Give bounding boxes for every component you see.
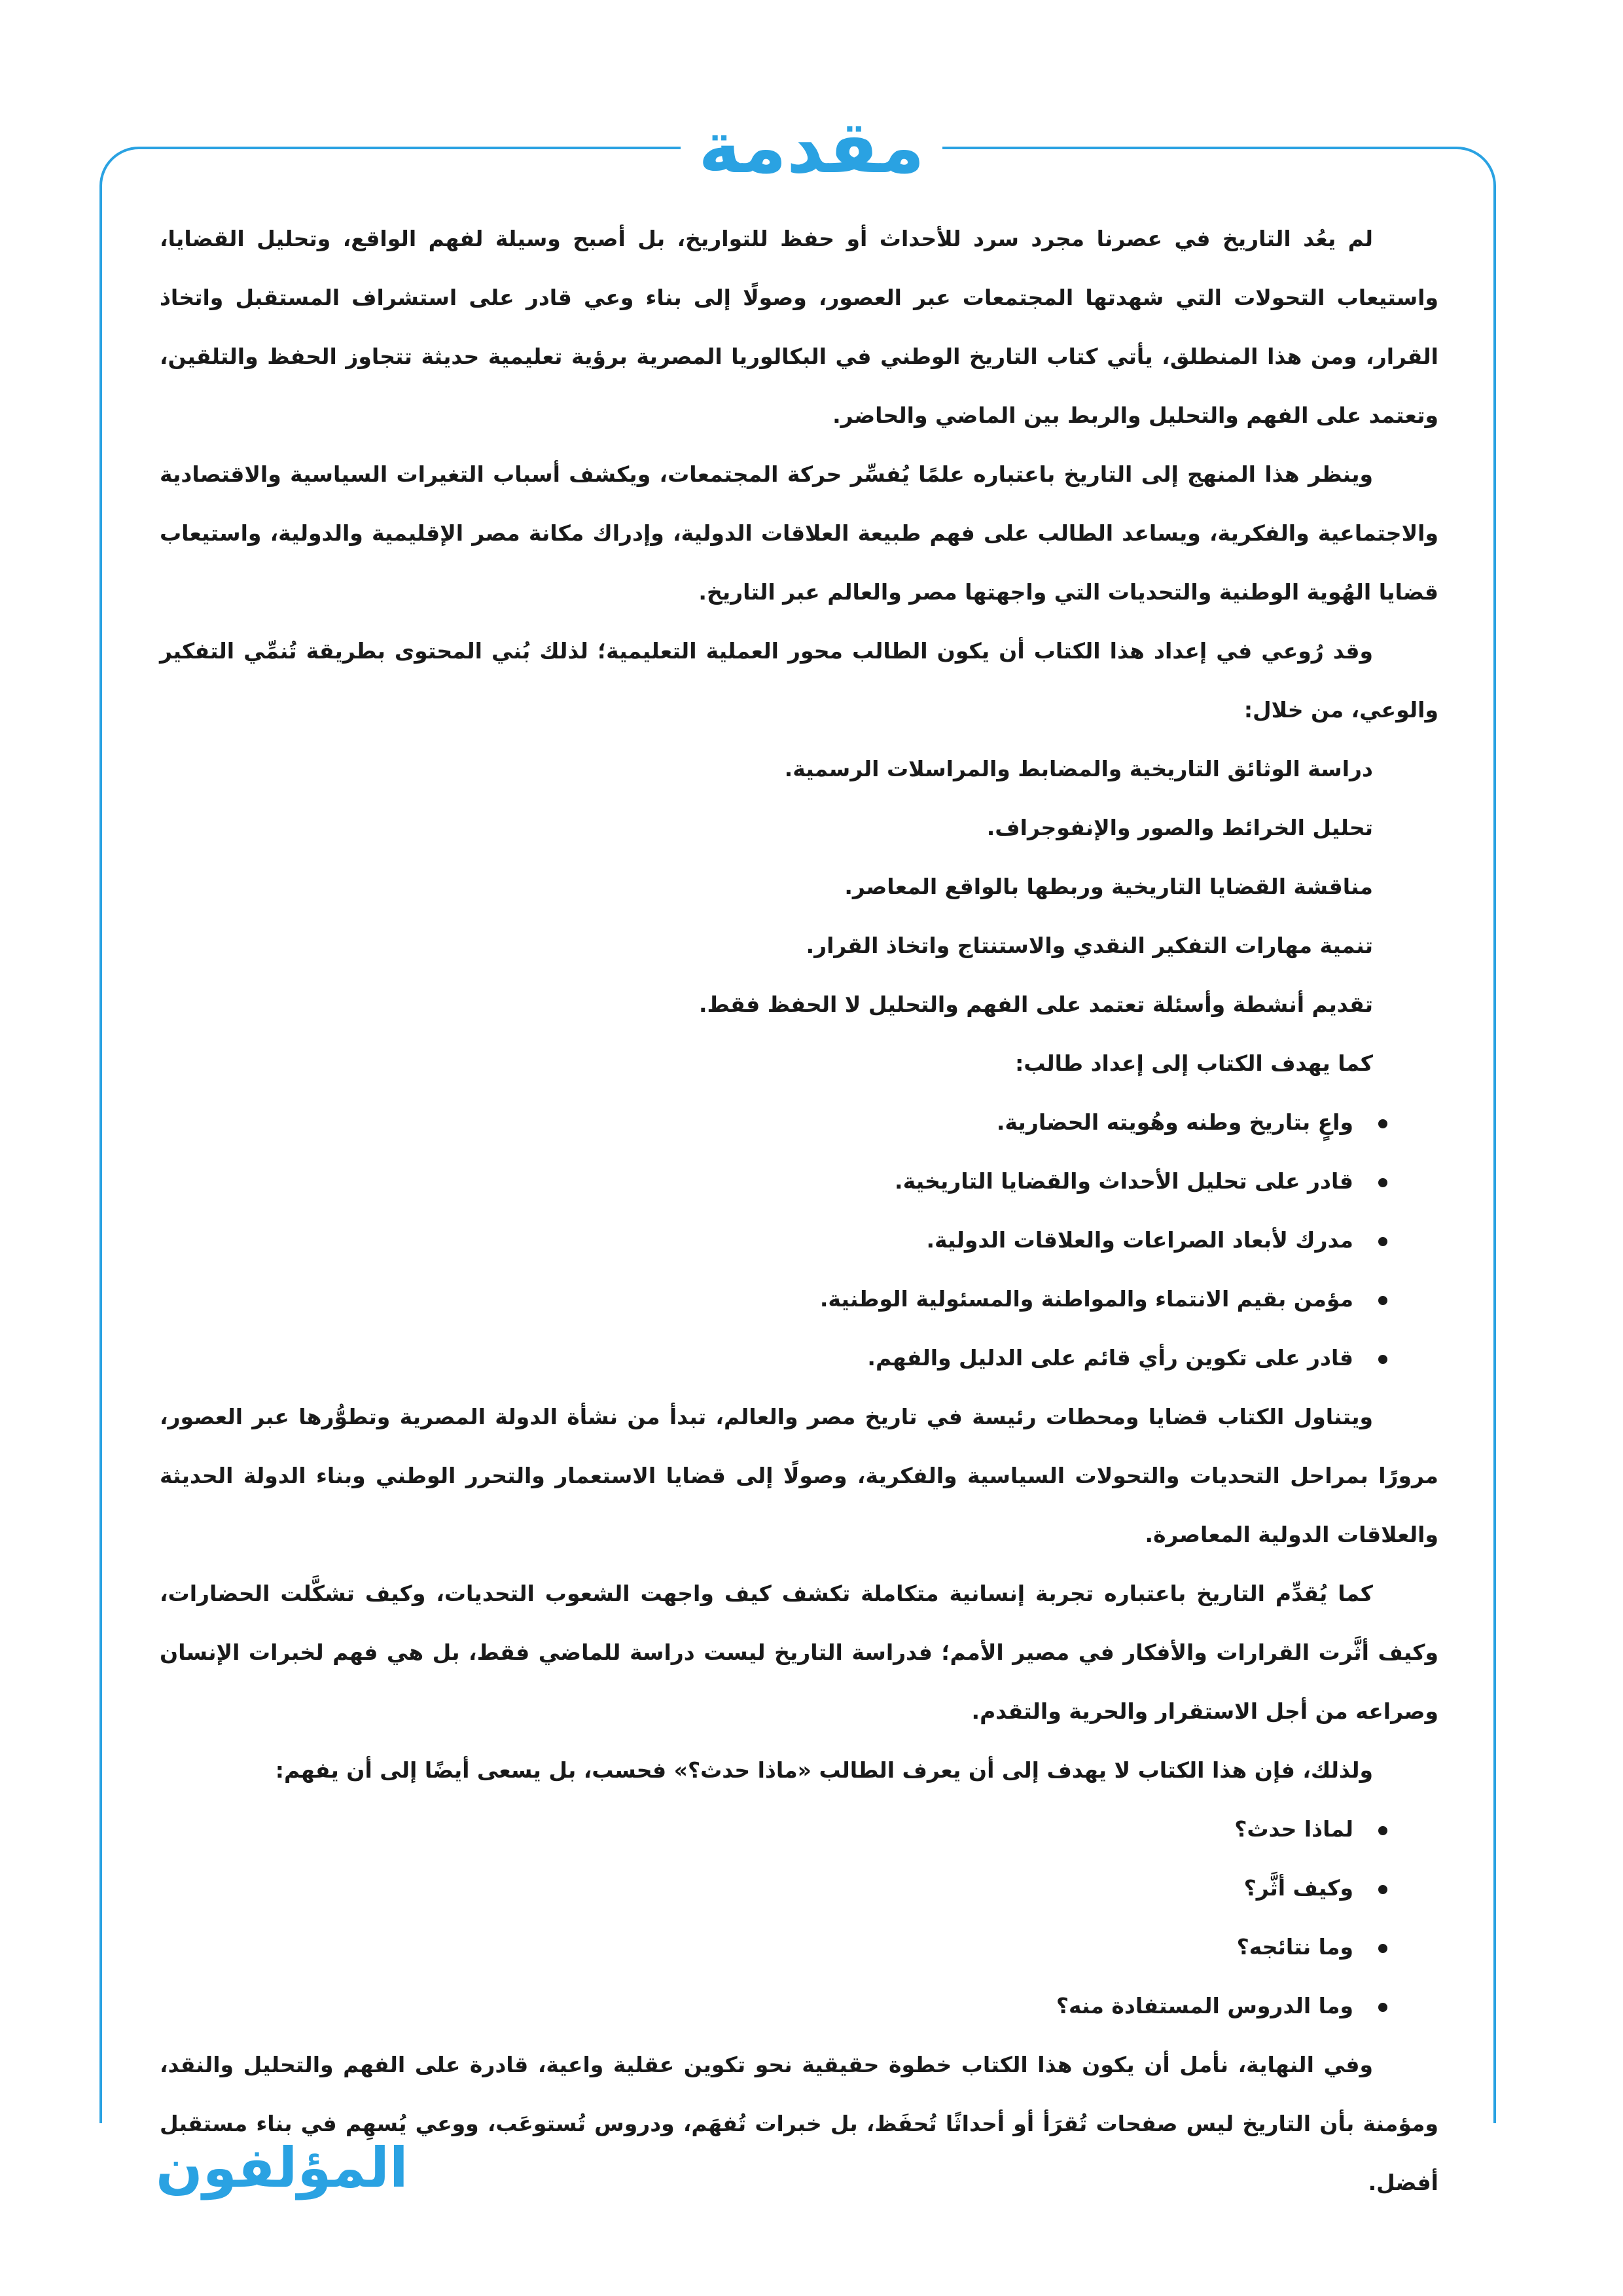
bullet-icon <box>1378 1296 1387 1305</box>
question-text: وكيف أثَّر؟ <box>1243 1875 1353 1901</box>
introduction-body <box>160 209 1438 2212</box>
method-item: تقديم أنشطة وأسئلة تعتمد على الفهم والتحليل لا الحفظ فقط. <box>699 992 1373 1017</box>
question-item <box>160 1859 1438 1918</box>
question-item <box>160 1977 1438 2036</box>
title-container <box>681 92 942 203</box>
intro-paragraph-2: وينظر هذا المنهج إلى التاريخ باعتباره علمًا يُفسِّر حركة المجتمعات، ويكشف أسباب التغيرات السياسية والاقتصادية والاجتماعية والفكرية، ويساعد الطالب على فهم طبيعة العلاقات الدولية، وإدراك مكانة مصر الإقليمية والدولية، واستيعاب قضايا الهُوية الوطنية والتحديات التي واجهتها مصر والعالم عبر التاريخ. <box>160 461 1438 605</box>
goal-text: قادر على تحليل الأحداث والقضايا التاريخية. <box>895 1168 1353 1194</box>
goal-text: مدرك لأبعاد الصراعات والعلاقات الدولية. <box>926 1227 1353 1253</box>
goal-text: واعٍ بتاريخ وطنه وهُويته الحضارية. <box>996 1109 1353 1135</box>
bullet-icon <box>1378 1885 1387 1894</box>
goal-item <box>160 1093 1438 1152</box>
method-item: تحليل الخرائط والصور والإنفوجراف. <box>986 815 1373 840</box>
goal-item <box>160 1270 1438 1329</box>
bullet-icon <box>1378 1119 1387 1128</box>
bullet-icon <box>1378 1237 1387 1246</box>
goal-item <box>160 1329 1438 1388</box>
goal-item <box>160 1211 1438 1270</box>
question-text: لماذا حدث؟ <box>1234 1816 1353 1842</box>
goal-text: قادر على تكوين رأي قائم على الدليل والفهم. <box>867 1345 1353 1371</box>
authors-signature: المؤلفون <box>156 2136 408 2200</box>
method-item: تنمية مهارات التفكير النقدي والاستنتاج واتخاذ القرار. <box>806 933 1373 958</box>
question-text: وما نتائجه؟ <box>1236 1934 1353 1960</box>
bullet-icon <box>1378 1178 1387 1187</box>
middle-paragraph-1: ويتناول الكتاب قضايا ومحطات رئيسة في تاريخ مصر والعالم، تبدأ من نشأة الدولة المصرية وتطوُّرها عبر العصور، مرورًا بمراحل التحديات والتحولات السياسية والفكرية، وصولًا إلى قضايا الاستعمار والتحرر الوطني وبناء الدولة الحديثة والعلاقات الدولية المعاصرة. <box>160 1404 1438 1547</box>
questions-intro: ولذلك، فإن هذا الكتاب لا يهدف إلى أن يعرف الطالب «ماذا حدث؟» فحسب، بل يسعى أيضًا إلى أن يفهم: <box>275 1757 1373 1783</box>
question-item <box>160 1800 1438 1859</box>
goals-intro: كما يهدف الكتاب إلى إعداد طالب: <box>1015 1050 1373 1076</box>
intro-paragraph-1: لم يعُد التاريخ في عصرنا مجرد سرد للأحداث أو حفظ للتواريخ، بل أصبح وسيلة لفهم الواقع، وتحليل القضايا، واستيعاب التحولات التي شهدتها المجتمعات عبر العصور، وصولًا إلى بناء وعي قادر على استشراف المستقبل واتخاذ القرار، ومن هذا المنطلق، يأتي كتاب التاريخ الوطني في البكالوريا المصرية برؤية تعليمية حديثة تتجاوز الحفظ والتلقين، وتعتمد على الفهم والتحليل والربط بين الماضي والحاضر. <box>160 226 1438 428</box>
closing-paragraph: وفي النهاية، نأمل أن يكون هذا الكتاب خطوة حقيقية نحو تكوين عقلية واعية، قادرة على الفهم والتحليل والنقد، ومؤمنة بأن التاريخ ليس صفحات تُقرَأ أو أحداثًا تُحفَظ، بل خبرات تُفهَم، ودروس تُستوعَب، ووعي يُسهِم في بناء مستقبل أفضل. <box>160 2052 1438 2195</box>
goal-text: مؤمن بقيم الانتماء والمواطنة والمسئولية الوطنية. <box>819 1286 1353 1312</box>
goal-item <box>160 1152 1438 1211</box>
bullet-icon <box>1378 2003 1387 2012</box>
method-item: مناقشة القضايا التاريخية وربطها بالواقع المعاصر. <box>844 874 1373 899</box>
question-text: وما الدروس المستفادة منه؟ <box>1056 1993 1353 2018</box>
bullet-icon <box>1378 1944 1387 1953</box>
method-item: دراسة الوثائق التاريخية والمضابط والمراسلات الرسمية. <box>784 756 1373 781</box>
bullet-icon <box>1378 1355 1387 1364</box>
intro-paragraph-3: وقد رُوعي في إعداد هذا الكتاب أن يكون الطالب محور العملية التعليمية؛ لذلك بُني المحتوى بطريقة تُنمِّي التفكير والوعي، من خلال: <box>160 638 1438 723</box>
question-item <box>160 1918 1438 1977</box>
bullet-icon <box>1378 1826 1387 1835</box>
middle-paragraph-2: كما يُقدِّم التاريخ باعتباره تجربة إنسانية متكاملة تكشف كيف واجهت الشعوب التحديات، وكيف تشكَّلت الحضارات، وكيف أثَّرت القرارات والأفكار في مصير الأمم؛ فدراسة التاريخ ليست دراسة للماضي فقط، بل هي فهم لخبرات الإنسان وصراعه من أجل الاستقرار والحرية والتقدم. <box>160 1581 1438 1724</box>
page-title: مقدمة <box>698 105 925 189</box>
